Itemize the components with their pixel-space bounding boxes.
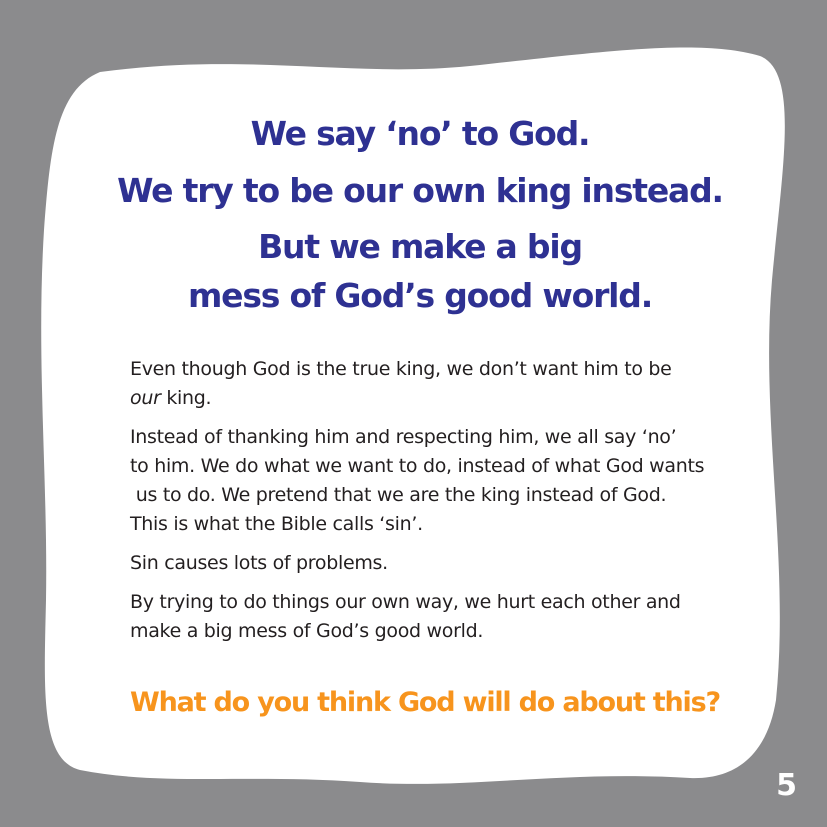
headline-line-2: We try to be our own king instead.: [117, 171, 723, 210]
headline-line-3: But we make a big: [258, 227, 582, 266]
closing-question: What do you think God will do about this?: [130, 687, 720, 718]
paragraph-4: [130, 588, 730, 646]
paragraph-4-line-1: By trying to do things our own way, we hurt each other and: [130, 591, 681, 613]
paragraph-1: [130, 355, 730, 413]
paragraph-3-line-1: Sin causes lots of problems.: [130, 552, 388, 574]
paragraph-3: [130, 549, 730, 578]
paragraph-4-line-2: make a big mess of God’s good world.: [130, 620, 484, 642]
paragraph-2-line-2: to him. We do what we want to do, instead of what God wants: [130, 455, 705, 477]
emphasis-our: our: [130, 387, 161, 409]
paragraph-2: [130, 423, 730, 539]
paragraph-1-line-1: Even though God is the true king, we don’t want him to be: [130, 358, 672, 380]
page-number: 5: [776, 768, 797, 803]
paragraph-2-line-1: Instead of thanking him and respecting him, we all say ‘no’: [130, 426, 677, 448]
paragraph-1-line-2: [130, 384, 730, 413]
paragraph-2-line-4: This is what the Bible calls ‘sin’.: [130, 513, 423, 535]
headline-line-1: We say ‘no’ to God.: [250, 114, 590, 153]
paragraph-1-line-2-rest: king.: [160, 387, 212, 409]
headline-line-4: mess of God’s good world.: [187, 276, 653, 315]
body-text: [130, 355, 730, 656]
paragraph-2-line-3: us to do. We pretend that we are the king instead of God.: [130, 484, 667, 506]
